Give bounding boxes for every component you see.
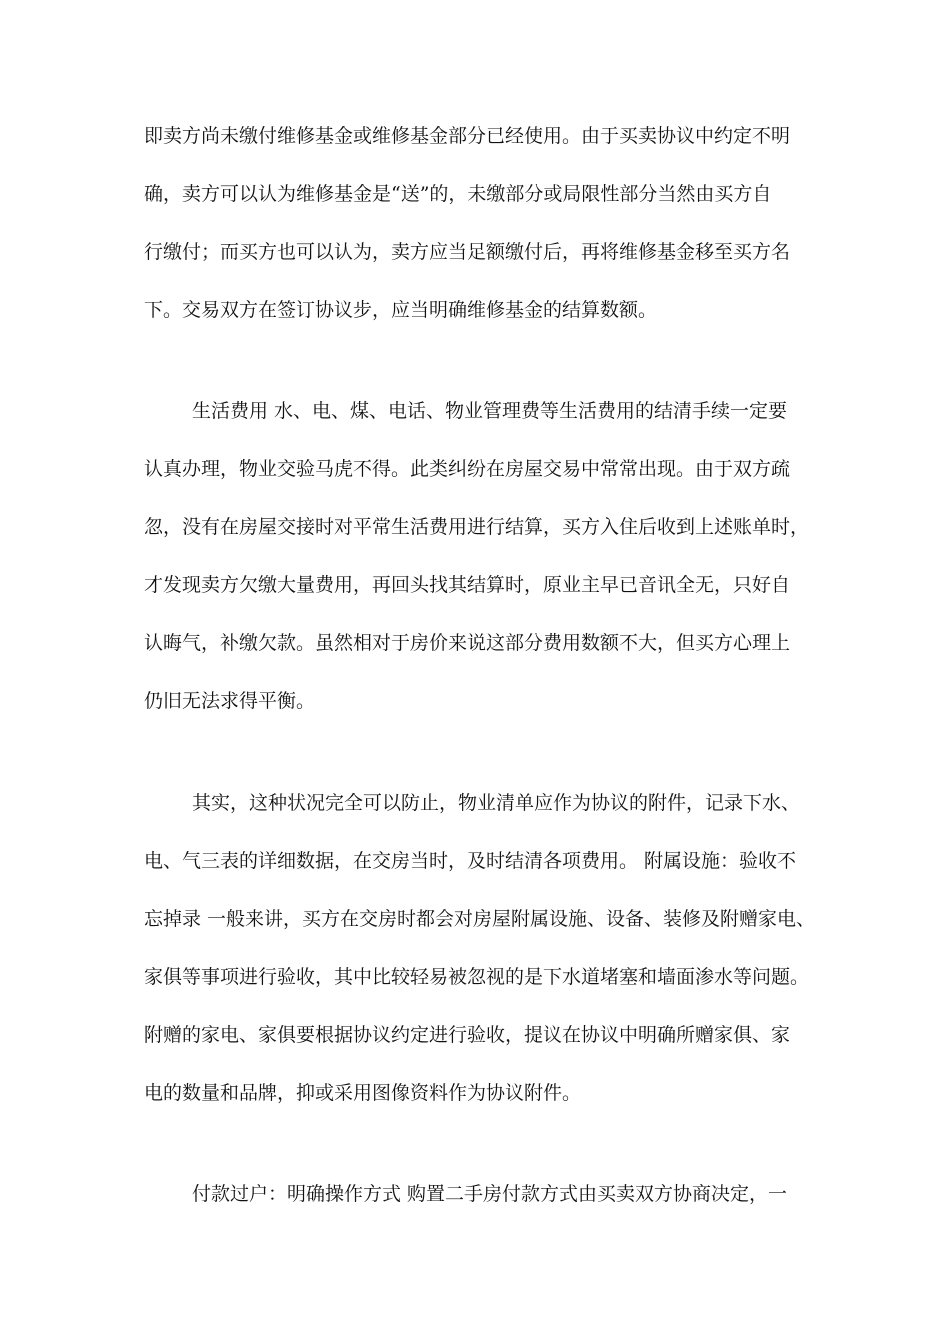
paragraph-2-line-5: 认晦气，补缴欠款。虽然相对于房价来说这部分费用数额不大，但买方心理上: [144, 632, 791, 654]
paragraph-2-line-2: 认真办理，物业交验马虎不得。此类纠纷在房屋交易中常常出现。由于双方疏: [144, 458, 791, 480]
paragraph-2-line-4: 才发现卖方欠缴大量费用，再回头找其结算时，原业主早已音讯全无，只好自: [144, 574, 791, 596]
paragraph-2-line-1: 生活费用 水、电、煤、电话、物业管理费等生活费用的结清手续一定要: [192, 400, 788, 422]
paragraph-3-line-4: 家俱等事项进行验收，其中比较轻易被忽视的是下水道堵塞和墙面渗水等问题。: [144, 966, 810, 988]
paragraph-1-line-4: 下。交易双方在签订协议步，应当明确维修基金的结算数额。: [144, 299, 658, 321]
paragraph-3-line-1: 其实，这种状况完全可以防止，物业清单应作为协议的附件，记录下水、: [192, 792, 801, 814]
paragraph-2-line-3: 忽，没有在房屋交接时对平常生活费用进行结算，买方入住后收到上述账单时，: [144, 516, 810, 538]
paragraph-3-line-3: 忘掉录 一般来讲，买方在交房时都会对房屋附属设施、设备、装修及附赠家电、: [144, 908, 816, 930]
paragraph-1-line-3: 行缴付；而买方也可以认为，卖方应当足额缴付后，再将维修基金移至买方名: [144, 241, 791, 263]
paragraph-2-line-6: 仍旧无法求得平衡。: [144, 690, 316, 712]
paragraph-3-line-5: 附赠的家电、家俱要根据协议约定进行验收，提议在协议中明确所赠家俱、家: [144, 1024, 791, 1046]
paragraph-3-line-6: 电的数量和品牌，抑或采用图像资料作为协议附件。: [144, 1082, 582, 1104]
paragraph-3-line-2: 电、气三表的详细数据，在交房当时，及时结清各项费用。 附属设施：验收不: [144, 850, 797, 872]
paragraph-4-line-1: 付款过户：明确操作方式 购置二手房付款方式由买卖双方协商决定，一: [192, 1183, 788, 1205]
paragraph-1-line-2: 确，卖方可以认为维修基金是“送”的，未缴部分或局限性部分当然由买方自: [144, 183, 772, 205]
paragraph-1-line-1: 即卖方尚未缴付维修基金或维修基金部分已经使用。由于买卖协议中约定不明: [144, 125, 791, 147]
